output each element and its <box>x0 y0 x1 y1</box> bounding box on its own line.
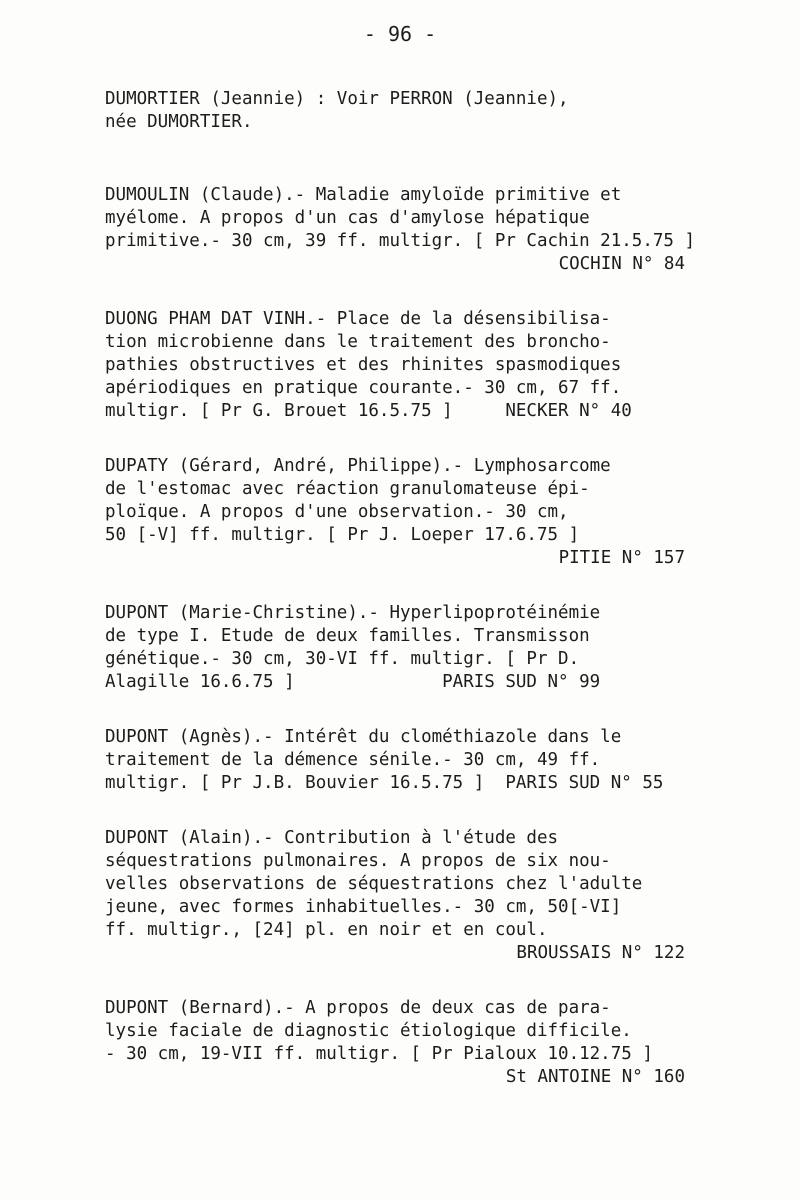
entry-dupont-alain <box>105 827 685 965</box>
entry-line: lysie faciale de diagnostic étiologique difficile. <box>105 1021 632 1041</box>
entry-line: DUMORTIER (Jeannie) : Voir PERRON (Jeannie), <box>105 89 569 109</box>
entry-dupont-marie-christine <box>105 602 685 694</box>
entry-line: jeune, avec formes inhabituelles.- 30 cm, 50[-VI] <box>105 897 622 917</box>
entry-duong <box>105 308 685 423</box>
entry-line: multigr. [ Pr J.B. Bouvier 16.5.75 ] PARIS SUD N° 55 <box>105 773 664 793</box>
entry-line: génétique.- 30 cm, 30-VI ff. multigr. [ Pr D. <box>105 649 580 669</box>
entry-line: - 30 cm, 19-VII ff. multigr. [ Pr Pialoux 10.12.75 ] <box>105 1044 653 1064</box>
entry-line: ploïque. A propos d'une observation.- 30 cm, <box>105 502 569 522</box>
entry-line: traitement de la démence sénile.- 30 cm, 49 ff. <box>105 750 601 770</box>
entry-line: apériodiques en pratique courante.- 30 cm, 67 ff. <box>105 378 622 398</box>
entry-line: velles observations de séquestrations chez l'adulte <box>105 874 643 894</box>
thesis-entries-list <box>105 88 696 1089</box>
entry-location: BROUSSAIS N° 122 <box>516 943 685 963</box>
entry-line: primitive.- 30 cm, 39 ff. multigr. [ Pr Cachin 21.5.75 ] <box>105 231 696 251</box>
entry-dumortier <box>105 88 685 134</box>
entry-line: DUPONT (Alain).- Contribution à l'étude des <box>105 828 559 848</box>
entry-line: DUPONT (Bernard).- A propos de deux cas de para- <box>105 998 611 1018</box>
entry-line: née DUMORTIER. <box>105 112 253 132</box>
entry-line: DUPONT (Agnès).- Intérêt du clométhiazole dans le <box>105 727 622 747</box>
page-number: - 96 - <box>363 22 437 46</box>
entry-line: myélome. A propos d'un cas d'amylose hépatique <box>105 208 590 228</box>
entry-line: pathies obstructives et des rhinites spasmodiques <box>105 355 622 375</box>
entry-line: DUONG PHAM DAT VINH.- Place de la désensibilisa- <box>105 309 611 329</box>
entry-location: St ANTOINE N° 160 <box>505 1067 685 1087</box>
entry-line: multigr. [ Pr G. Brouet 16.5.75 ] NECKER N° 40 <box>105 401 632 421</box>
entry-dupont-agnes <box>105 726 685 795</box>
entry-line: Alagille 16.6.75 ] PARIS SUD N° 99 <box>105 672 601 692</box>
entry-line: tion microbienne dans le traitement des broncho- <box>105 332 611 352</box>
entry-dumoulin <box>105 184 696 276</box>
entry-location: COCHIN N° 84 <box>558 254 685 274</box>
entry-line: de type I. Etude de deux familles. Transmisson <box>105 626 590 646</box>
entry-line: de l'estomac avec réaction granulomateuse épi- <box>105 479 590 499</box>
entry-line: DUPATY (Gérard, André, Philippe).- Lymphosarcome <box>105 456 611 476</box>
entry-line: 50 [-V] ff. multigr. [ Pr J. Loeper 17.6.75 ] <box>105 525 580 545</box>
entry-location: PITIE N° 157 <box>558 548 685 568</box>
entry-line: DUMOULIN (Claude).- Maladie amyloïde primitive et <box>105 185 622 205</box>
entry-dupaty <box>105 455 685 570</box>
entry-line: séquestrations pulmonaires. A propos de six nou- <box>105 851 611 871</box>
entry-line: ff. multigr., [24] pl. en noir et en coul. <box>105 920 548 940</box>
entry-line: DUPONT (Marie-Christine).- Hyperlipoprotéinémie <box>105 603 601 623</box>
entry-dupont-bernard <box>105 997 685 1089</box>
